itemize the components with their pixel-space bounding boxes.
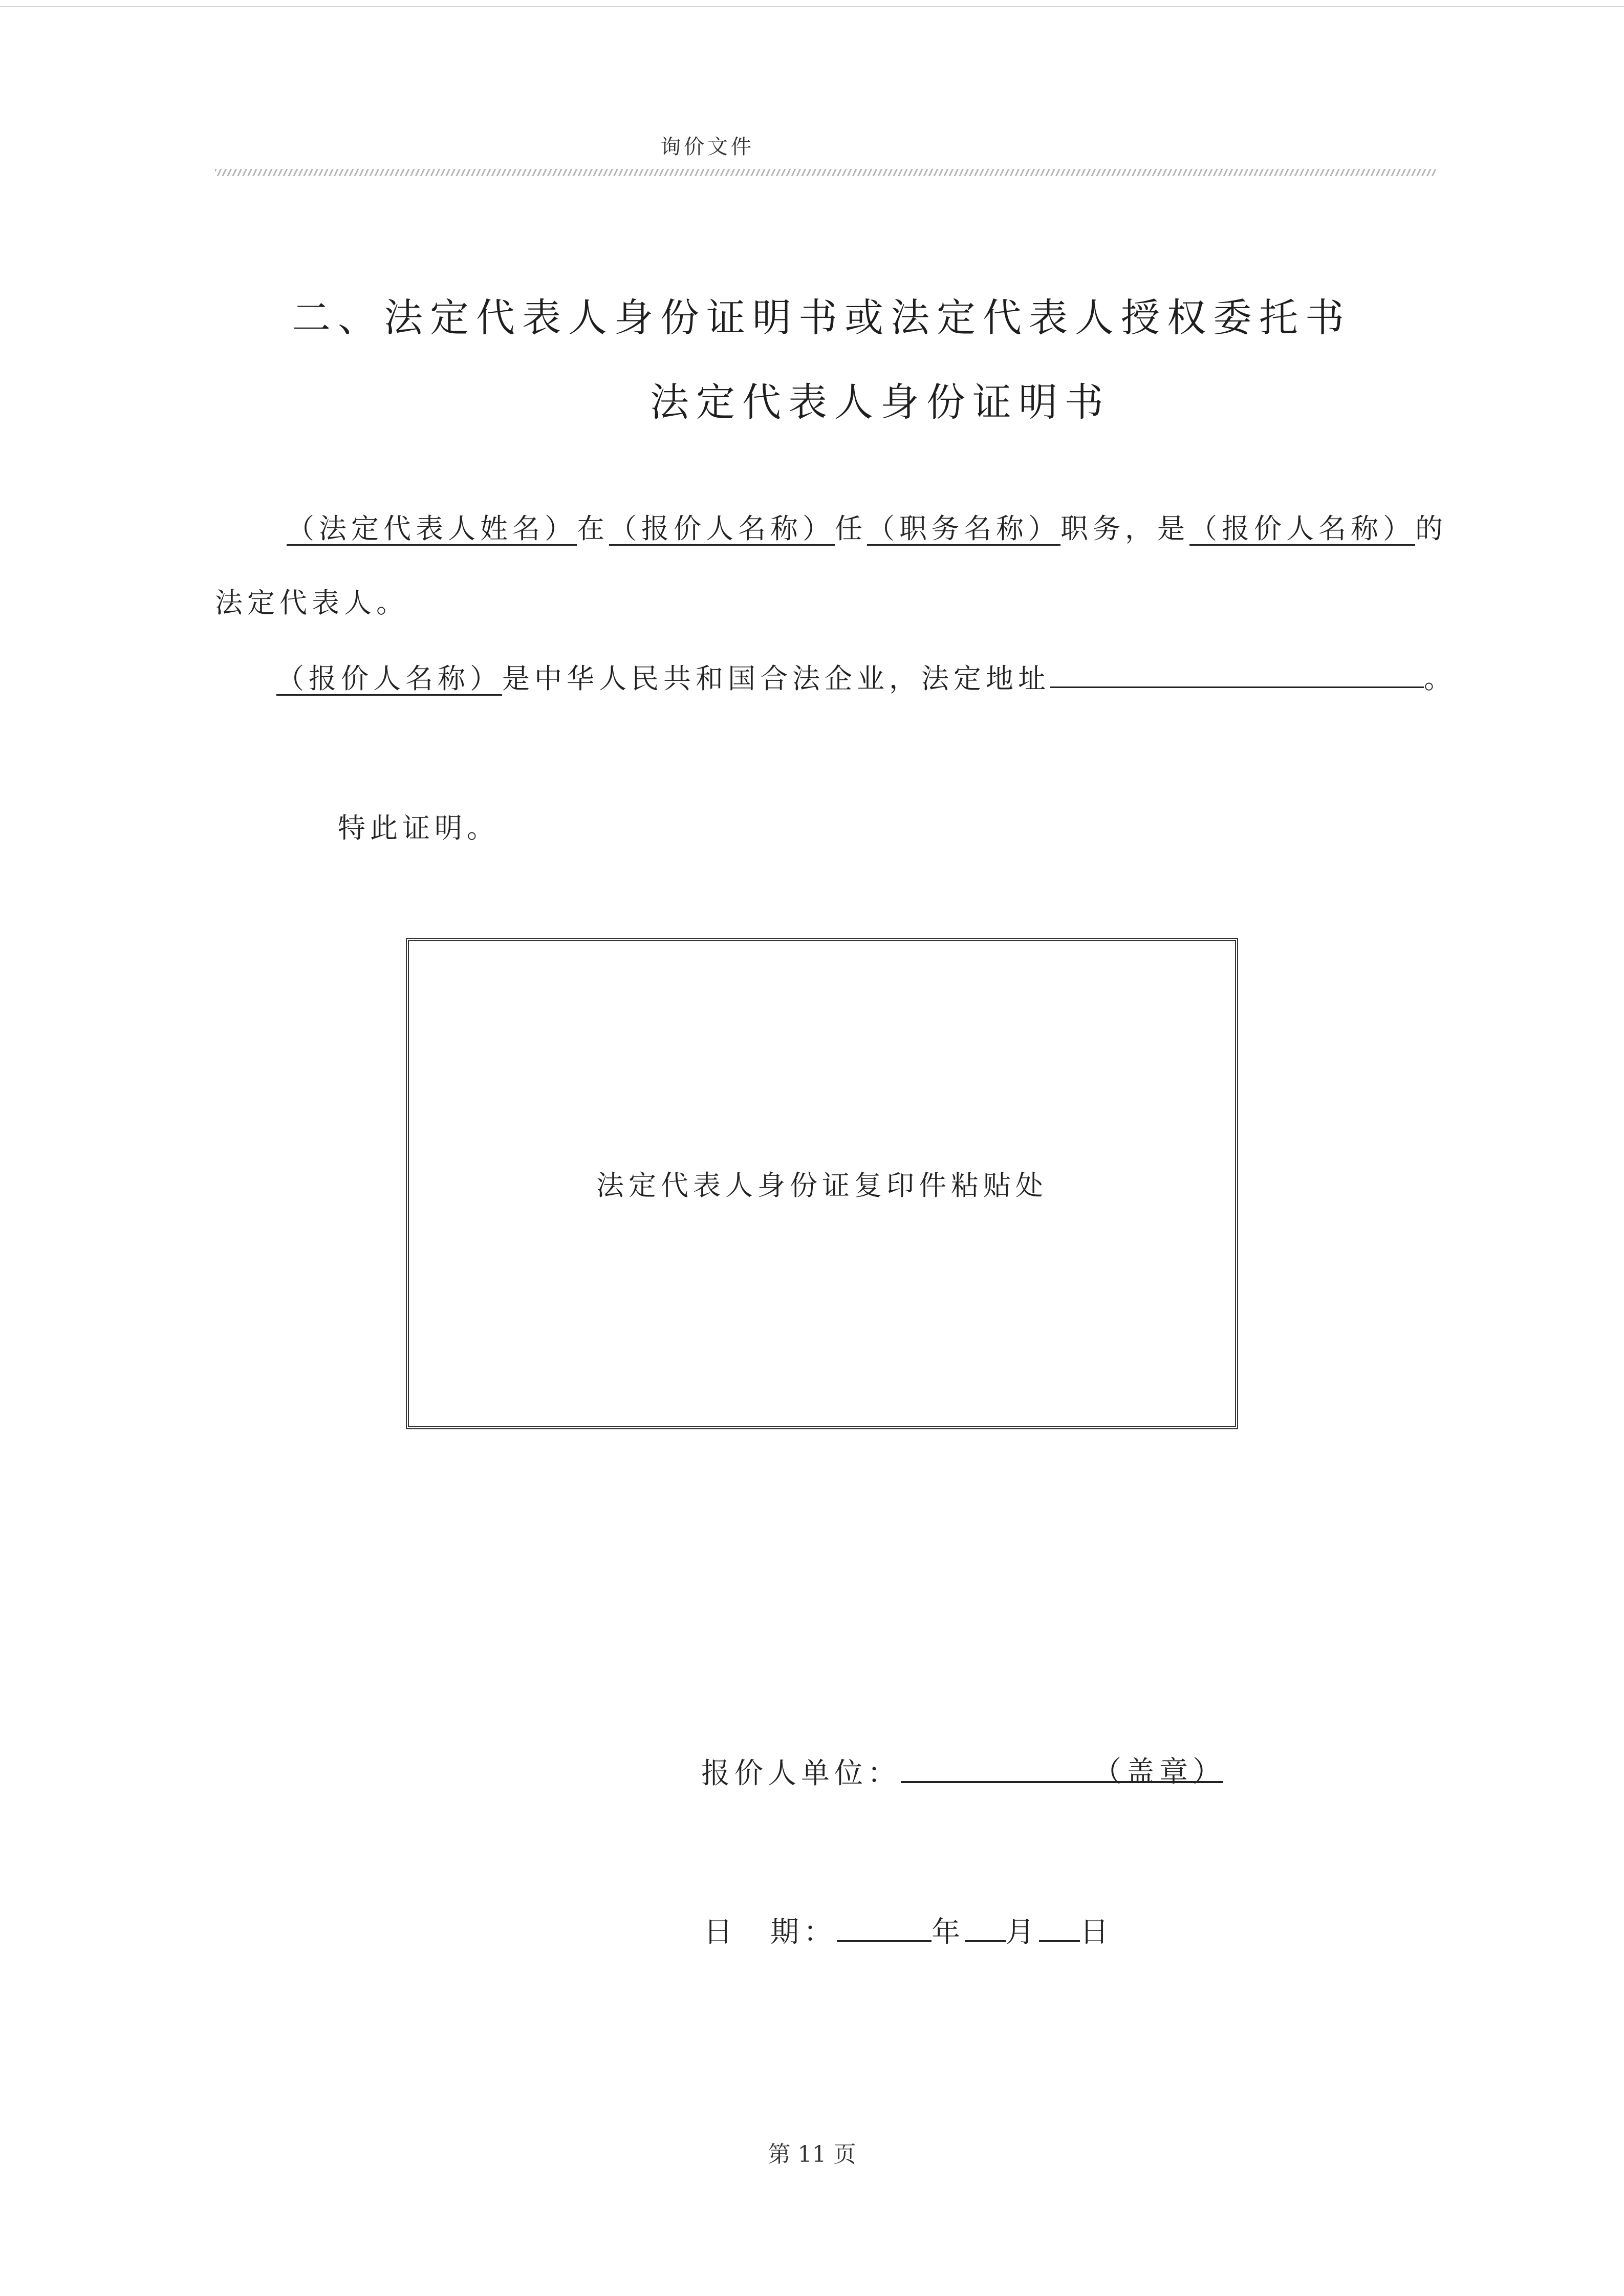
day-label: 日 bbox=[1080, 1916, 1113, 1949]
scan-top-edge bbox=[0, 6, 1624, 7]
text: 的 bbox=[1415, 512, 1447, 545]
header-hatched-rule bbox=[215, 169, 1436, 176]
position-placeholder: （职务名称） bbox=[867, 512, 1060, 545]
bidder-signature-line bbox=[701, 1751, 1226, 1792]
month-label: 月 bbox=[1006, 1916, 1039, 1949]
bidder-name-placeholder: （报价人名称） bbox=[1189, 512, 1415, 545]
section-title: 二、法定代表人身份证明书或法定代表人授权委托书 bbox=[292, 295, 1351, 340]
date-label: 日 期： bbox=[704, 1916, 837, 1949]
certificate-line-2: 法定代表人。 bbox=[215, 587, 408, 619]
text: 是中华人民共和国合法企业，法定地址 bbox=[502, 662, 1050, 695]
certificate-title: 法定代表人身份证明书 bbox=[650, 379, 1111, 425]
seal-label: （盖章） bbox=[1093, 1755, 1226, 1789]
bidder-name-placeholder: （报价人名称） bbox=[609, 512, 835, 545]
id-copy-paste-area bbox=[406, 938, 1238, 1429]
id-copy-label: 法定代表人身份证复印件粘贴处 bbox=[596, 1169, 1048, 1201]
text: 。 bbox=[1424, 662, 1456, 695]
bidder-name-placeholder: （报价人名称） bbox=[276, 662, 502, 695]
certify-statement: 特此证明。 bbox=[338, 812, 499, 844]
running-header: 询价文件 bbox=[660, 135, 754, 159]
page-number: 第 11 页 bbox=[768, 2141, 856, 2168]
date-line bbox=[704, 1909, 1113, 1950]
certificate-line-3 bbox=[276, 657, 1456, 696]
text: 任 bbox=[835, 512, 867, 545]
month-blank[interactable] bbox=[965, 1913, 1006, 1942]
legal-address-blank[interactable] bbox=[1050, 659, 1424, 688]
rep-name-placeholder: （法定代表人姓名） bbox=[287, 512, 577, 545]
year-blank[interactable] bbox=[837, 1913, 932, 1942]
text: 职务，是 bbox=[1060, 512, 1189, 545]
day-blank[interactable] bbox=[1039, 1913, 1080, 1942]
bidder-unit-label: 报价人单位： bbox=[701, 1757, 901, 1790]
bidder-unit-blank[interactable] bbox=[901, 1753, 1226, 1789]
certificate-line-1 bbox=[287, 507, 1447, 546]
year-label: 年 bbox=[932, 1916, 965, 1949]
text: 在 bbox=[577, 512, 609, 545]
